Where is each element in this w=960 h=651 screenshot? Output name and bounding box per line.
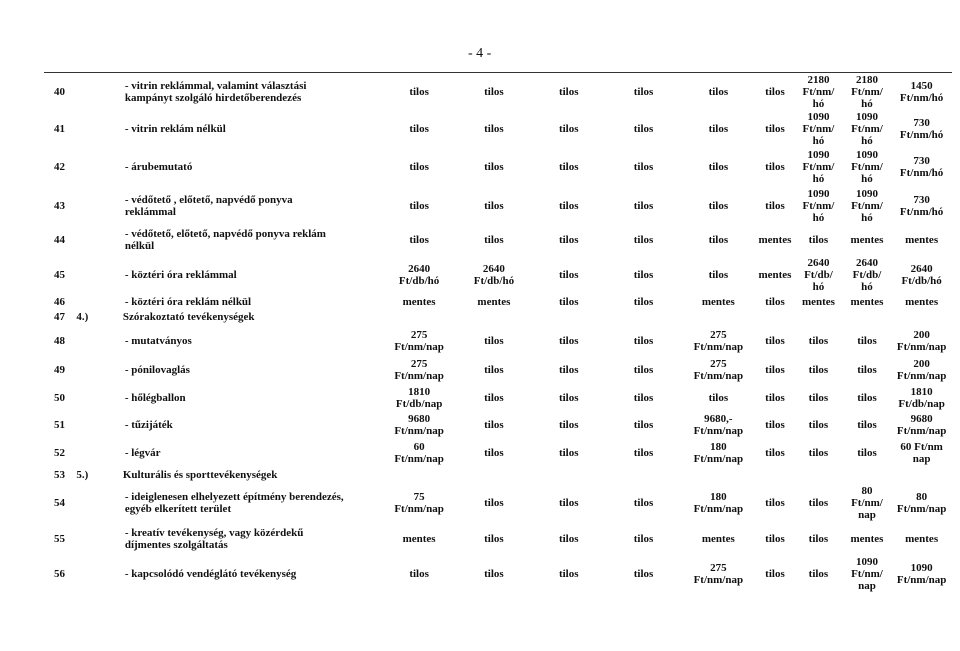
row-number: 43 — [54, 199, 65, 212]
fee-cell: tilos — [633, 419, 654, 431]
table-row — [44, 482, 952, 524]
table-row — [44, 225, 952, 255]
fee-cell: tilos — [765, 364, 785, 376]
fee-cell: tilos — [484, 496, 504, 509]
fee-cell: 200 Ft/nm/nap — [896, 358, 947, 382]
row-number: 40 — [54, 85, 65, 98]
fee-cell: 200 Ft/nm/nap — [896, 328, 947, 353]
fee-cell: 80 Ft/nm/ nap — [851, 484, 883, 521]
fee-cell: tilos — [765, 296, 785, 308]
fee-cell: tilos — [558, 334, 579, 347]
section-number — [76, 482, 120, 524]
table-row — [44, 439, 952, 468]
row-description: - hőlégballon — [124, 391, 186, 404]
fee-cell: tilos — [808, 334, 829, 347]
fee-cell: mentes — [850, 532, 884, 545]
fee-cell: 60 Ft/nm/nap — [394, 441, 444, 465]
table-row — [44, 524, 952, 554]
fee-cell: tilos — [633, 123, 654, 135]
section-number — [76, 524, 120, 554]
table-row — [44, 148, 952, 187]
fee-cell: tilos — [484, 419, 504, 431]
fee-cell: 1090 Ft/nm/ hó — [851, 187, 883, 224]
fee-cell: 2640 Ft/db/hó — [398, 262, 440, 287]
fee-cell: 1090 Ft/nm/ hó — [802, 187, 835, 224]
section-number — [76, 412, 120, 439]
section-number — [76, 295, 120, 310]
fee-cell: tilos — [708, 268, 729, 281]
fee-cell: 1090 Ft/nm/ hó — [802, 111, 835, 147]
row-number: 41 — [54, 123, 65, 135]
fee-cell: tilos — [765, 419, 785, 431]
row-description: - kapcsolódó vendéglátó tevékenység — [124, 567, 297, 580]
fee-cell: tilos — [558, 419, 579, 431]
row-description: - vitrin reklámmal, valamint választási kampányt szolgáló hirdetőberendezés — [124, 79, 307, 104]
fee-cell: tilos — [808, 567, 829, 580]
fee-cell: tilos — [765, 532, 785, 545]
fee-cell: mentes — [402, 532, 436, 545]
row-number: 42 — [54, 161, 65, 173]
section-number: 4.) — [76, 311, 89, 323]
fee-cell: tilos — [633, 364, 654, 376]
fee-cell: tilos — [708, 85, 729, 98]
fee-cell: tilos — [708, 199, 729, 212]
fee-cell: tilos — [558, 199, 579, 212]
fee-cell: tilos — [708, 391, 729, 404]
section-number — [76, 73, 120, 111]
fee-cell: tilos — [765, 161, 785, 173]
fee-cell: tilos — [633, 233, 654, 246]
fee-cell: 730 Ft/nm/hó — [899, 193, 944, 218]
fee-cell: tilos — [633, 199, 654, 212]
fee-cell: tilos — [409, 199, 429, 212]
fee-cell: tilos — [808, 233, 829, 246]
fee-cell: tilos — [558, 532, 579, 545]
fee-cell: mentes — [801, 296, 835, 308]
fee-cell: 1810 Ft/db/nap — [395, 385, 443, 410]
fee-cell: tilos — [708, 161, 729, 173]
fee-cell: 9680 Ft/nm/nap — [394, 413, 444, 437]
fee-cell: tilos — [633, 496, 654, 509]
row-number: 55 — [54, 532, 65, 545]
fee-cell — [681, 468, 756, 482]
table-row — [44, 187, 952, 225]
fee-cell: mentes — [905, 233, 939, 246]
fee-cell: tilos — [765, 199, 785, 212]
fee-cell: 275 Ft/nm/nap — [394, 328, 444, 353]
fee-cell: tilos — [484, 567, 504, 580]
row-number: 45 — [54, 268, 65, 281]
fee-cell: tilos — [765, 567, 785, 580]
fee-cell: tilos — [484, 447, 504, 459]
fee-cell: tilos — [765, 391, 785, 404]
fee-cell: mentes — [701, 296, 735, 308]
fee-cell: 2180 Ft/nm/ hó — [851, 73, 883, 110]
fee-cell: tilos — [765, 496, 785, 509]
fee-cell — [681, 310, 756, 325]
fee-cell: tilos — [808, 496, 829, 509]
fee-cell: tilos — [484, 161, 504, 173]
section-number — [76, 325, 120, 357]
fee-cell: tilos — [558, 233, 579, 246]
fee-cell — [843, 468, 892, 482]
section-number — [76, 225, 120, 255]
fee-cell: tilos — [558, 364, 579, 376]
row-description: - védőtető, előtető, napvédő ponyva reklám nélkül — [124, 227, 326, 252]
fee-cell: 275 Ft/nm/nap — [394, 358, 444, 382]
fee-cell — [457, 310, 532, 325]
section-number — [76, 111, 120, 148]
row-number: 44 — [54, 233, 65, 246]
fee-cell: 2640 Ft/db/hó — [901, 262, 942, 287]
fee-cell: tilos — [558, 447, 579, 459]
fee-cell: tilos — [409, 567, 429, 580]
row-number: 56 — [54, 567, 65, 580]
section-number — [76, 384, 120, 412]
fee-cell: 1090 Ft/nm/nap — [896, 561, 947, 586]
fee-cell — [794, 468, 843, 482]
row-description: - pónilovaglás — [124, 364, 190, 376]
fee-cell: tilos — [484, 334, 504, 347]
fee-cell: tilos — [765, 447, 785, 459]
fee-cell: 275 Ft/nm/nap — [693, 328, 744, 353]
fee-cell: 9680,- Ft/nm/nap — [693, 413, 744, 437]
section-number — [76, 187, 120, 225]
row-number: 50 — [54, 391, 65, 404]
fee-cell: mentes — [905, 532, 939, 545]
fee-cell: 1090 Ft/nm/ hó — [851, 149, 883, 185]
fee-cell: 180 Ft/nm/nap — [693, 490, 744, 515]
fee-cell — [382, 310, 457, 325]
section-number — [76, 439, 120, 468]
fee-cell — [843, 310, 892, 325]
fee-cell: tilos — [484, 391, 504, 404]
row-description: - árubemutató — [124, 161, 193, 173]
fee-cell: 2180 Ft/nm/ hó — [802, 73, 835, 110]
fee-cell: 275 Ft/nm/nap — [693, 561, 744, 586]
fee-cell: tilos — [808, 419, 829, 431]
fee-cell: 1090 Ft/nm/ hó — [851, 111, 883, 147]
fee-cell: tilos — [484, 85, 504, 98]
fee-cell: 9680 Ft/nm/nap — [896, 413, 947, 437]
fee-cell — [382, 468, 457, 482]
fee-cell: tilos — [708, 123, 729, 135]
fee-cell: 2640 Ft/db/ hó — [804, 256, 833, 293]
section-number: 5.) — [76, 468, 89, 481]
fee-cell: tilos — [558, 161, 579, 173]
fee-cell: tilos — [484, 532, 504, 545]
row-description: - ideiglenesen elhelyezett építmény berendezés, egyéb elkerített terület — [124, 490, 344, 515]
fee-cell: tilos — [409, 233, 429, 246]
row-description: - köztéri óra reklámmal — [124, 268, 237, 281]
fee-cell: tilos — [633, 85, 654, 98]
row-number: 48 — [54, 334, 65, 347]
fee-cell: tilos — [857, 391, 877, 404]
fee-cell: tilos — [558, 123, 579, 135]
fee-cell: tilos — [409, 85, 429, 98]
table-row — [44, 554, 952, 594]
fee-cell: mentes — [850, 233, 884, 246]
fee-cell — [794, 310, 843, 325]
fee-cell: tilos — [409, 123, 429, 135]
page-number: - 4 - — [468, 46, 492, 61]
fee-cell — [457, 468, 532, 482]
fee-cell: tilos — [633, 334, 654, 347]
fee-cell: mentes — [758, 233, 792, 246]
fee-cell: 1090 Ft/nm/ nap — [851, 555, 883, 592]
fee-cell: mentes — [402, 296, 436, 308]
row-description: Kulturális és sporttevékenységek — [122, 468, 278, 481]
row-description: - védőtető , előtető, napvédő ponyva reklámmal — [124, 193, 293, 218]
fee-table — [44, 72, 952, 594]
fee-cell: 730 Ft/nm/hó — [899, 155, 944, 179]
fee-cell — [606, 310, 681, 325]
fee-cell: tilos — [765, 334, 785, 347]
fee-cell: tilos — [765, 123, 785, 135]
fee-cell — [891, 468, 952, 482]
table-row — [44, 412, 952, 439]
fee-cell: 180 Ft/nm/nap — [693, 441, 744, 465]
fee-cell: tilos — [808, 364, 829, 376]
fee-cell: tilos — [857, 364, 877, 376]
fee-cell: tilos — [633, 268, 654, 281]
fee-cell: 2640 Ft/db/hó — [473, 262, 515, 287]
fee-cell: tilos — [484, 123, 504, 135]
fee-cell: tilos — [633, 567, 654, 580]
fee-cell: 730 Ft/nm/hó — [899, 117, 944, 141]
row-number: 49 — [54, 364, 65, 376]
section-number — [76, 255, 120, 295]
fee-cell: tilos — [558, 296, 579, 308]
section-number — [76, 148, 120, 187]
fee-cell — [531, 468, 606, 482]
fee-cell: tilos — [708, 233, 729, 246]
fee-cell: mentes — [905, 296, 939, 308]
fee-cell — [606, 468, 681, 482]
row-description: - vitrin reklám nélkül — [124, 123, 226, 135]
fee-cell: tilos — [558, 496, 579, 509]
section-row — [44, 310, 952, 325]
table-row — [44, 384, 952, 412]
fee-cell: 60 Ft/nm nap — [900, 441, 943, 465]
row-number: 53 — [54, 468, 65, 481]
fee-cell: tilos — [558, 85, 579, 98]
fee-cell: mentes — [701, 532, 735, 545]
section-row — [44, 468, 952, 482]
fee-cell: tilos — [857, 419, 877, 431]
fee-cell: tilos — [633, 296, 654, 308]
fee-cell: tilos — [633, 391, 654, 404]
fee-cell: mentes — [758, 268, 792, 281]
row-description: - mutatványos — [124, 334, 192, 347]
fee-cell — [756, 468, 794, 482]
table-row — [44, 255, 952, 295]
table-row — [44, 295, 952, 310]
row-description: - tűzijáték — [124, 419, 173, 431]
fee-cell: 1810 Ft/db/nap — [898, 385, 945, 410]
row-number: 47 — [54, 311, 65, 323]
row-description: - kreatív tevékenység, vagy közérdekű díjmentes szolgáltatás — [124, 526, 304, 551]
fee-cell: tilos — [558, 268, 579, 281]
row-number: 46 — [54, 296, 65, 308]
fee-cell: tilos — [558, 391, 579, 404]
fee-cell: tilos — [484, 364, 504, 376]
fee-cell: tilos — [484, 199, 504, 212]
row-number: 51 — [54, 419, 65, 431]
fee-cell: tilos — [409, 161, 429, 173]
fee-cell: tilos — [857, 447, 877, 459]
fee-cell — [756, 310, 794, 325]
fee-cell — [531, 310, 606, 325]
fee-cell: tilos — [765, 85, 785, 98]
fee-cell: tilos — [484, 233, 504, 246]
fee-cell: tilos — [558, 567, 579, 580]
fee-cell: 80 Ft/nm/nap — [896, 490, 947, 515]
table-row — [44, 73, 952, 111]
row-description: - légvár — [124, 447, 161, 459]
fee-cell: mentes — [477, 296, 511, 308]
row-description: Szórakoztató tevékenységek — [122, 311, 255, 323]
fee-cell: tilos — [633, 161, 654, 173]
fee-cell: 1450 Ft/nm/hó — [899, 79, 944, 104]
row-number: 54 — [54, 496, 65, 509]
fee-cell: tilos — [808, 532, 829, 545]
fee-cell: mentes — [850, 296, 884, 308]
fee-cell: tilos — [857, 334, 877, 347]
fee-cell: 1090 Ft/nm/ hó — [802, 149, 835, 185]
table-row — [44, 111, 952, 148]
table-row — [44, 325, 952, 357]
table-row — [44, 357, 952, 384]
fee-cell: tilos — [633, 447, 654, 459]
fee-cell: 2640 Ft/db/ hó — [852, 256, 882, 293]
fee-cell: tilos — [808, 447, 829, 459]
row-description: - köztéri óra reklám nélkül — [124, 296, 252, 308]
fee-cell: tilos — [808, 391, 829, 404]
section-number — [76, 554, 120, 594]
fee-cell: 75 Ft/nm/nap — [394, 490, 444, 515]
fee-cell — [891, 310, 952, 325]
section-number — [76, 357, 120, 384]
fee-cell: 275 Ft/nm/nap — [693, 358, 744, 382]
row-number: 52 — [54, 447, 65, 459]
fee-cell: tilos — [633, 532, 654, 545]
